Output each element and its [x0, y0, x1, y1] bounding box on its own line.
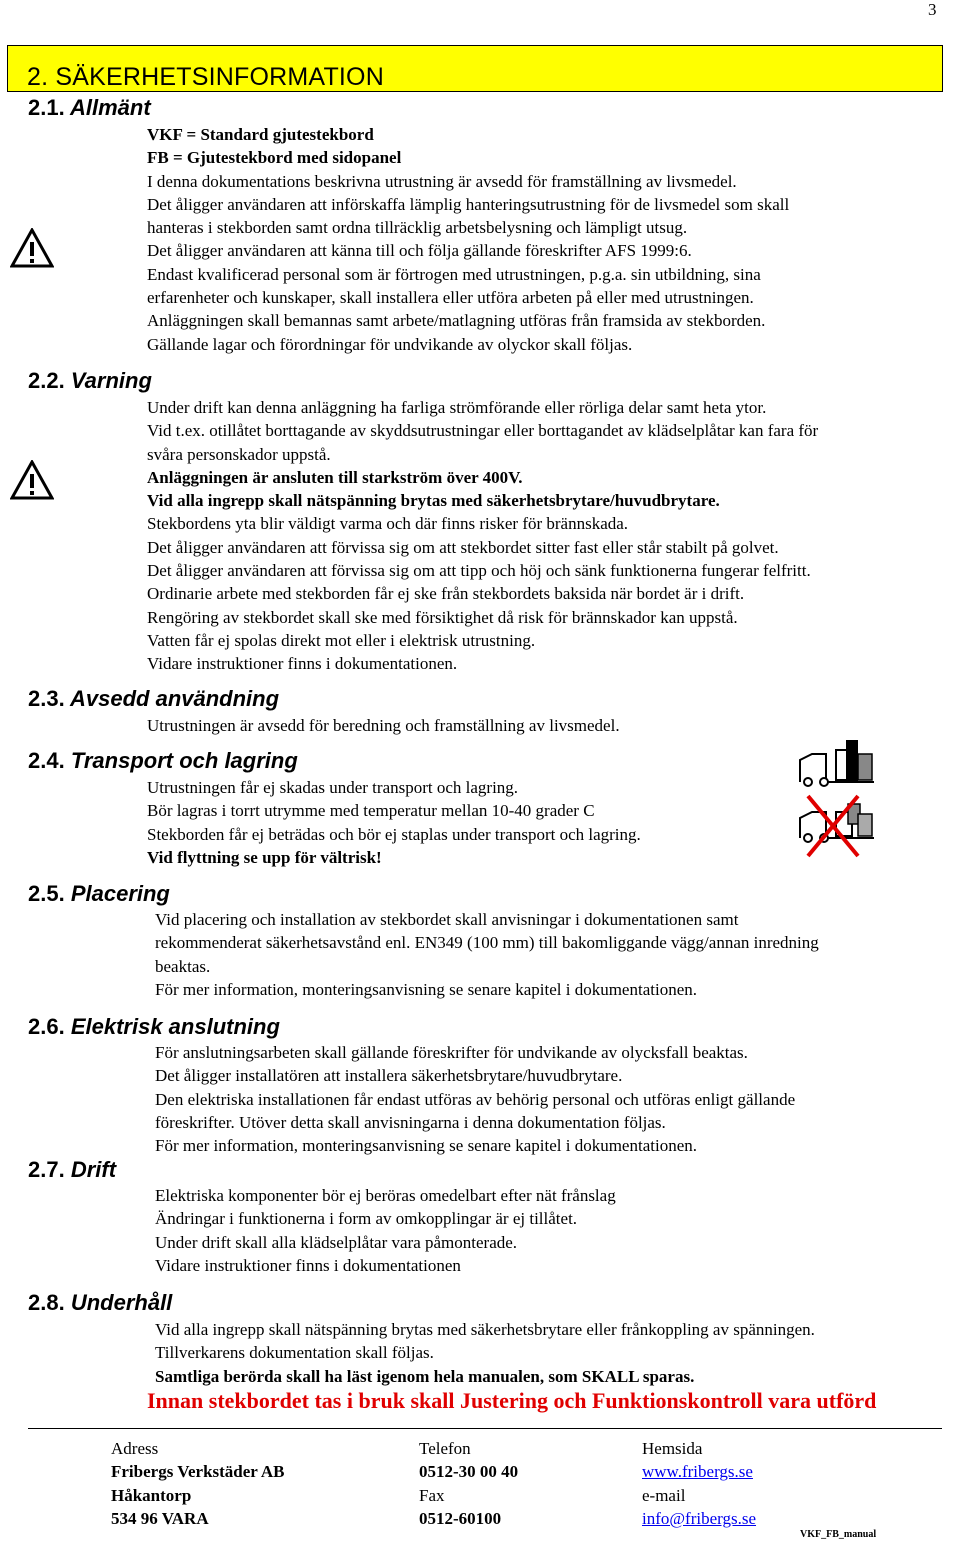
section-heading-2-2	[28, 368, 152, 394]
website-link[interactable]: www.fribergs.se	[642, 1462, 753, 1482]
text-line: Bör lagras i torrt utrymme med temperatur mellan 10-40 grader C	[147, 801, 595, 821]
section-title: Varning	[70, 368, 152, 393]
document-id: VKF_FB_manual	[800, 1529, 877, 1540]
section-title: Avsedd användning	[70, 686, 280, 711]
text-line: Rengöring av stekbordet skall ske med försiktighet då risk för brännskador kan uppstå.	[147, 607, 738, 627]
text-line: beaktas.	[155, 956, 211, 976]
red-notice: Innan stekbordet tas i bruk skall Justering och Funktionskontroll vara utförd	[147, 1388, 877, 1413]
section-number: 2.3.	[28, 686, 65, 711]
page-title: 2. SÄKERHETSINFORMATION	[27, 63, 384, 91]
text-line: Ändringar i funktionerna i form av omkopplingar är ej tillåtet.	[155, 1209, 578, 1229]
footer-address	[111, 1437, 284, 1530]
text-line: Utrustningen är avsedd för beredning och framställning av livsmedel.	[147, 716, 620, 735]
text-line: Endast kvalificerad personal som är förtrogen med utrustningen, p.g.a. sin utbildning, sina	[147, 264, 761, 284]
section-body-2-4	[147, 776, 641, 869]
company-name: Fribergs Verkstäder AB	[111, 1462, 285, 1482]
text-line: I denna dokumentations beskrivna utrustning är avsedd för framställning av livsmedel.	[147, 171, 737, 191]
email-link[interactable]: info@fribergs.se	[642, 1508, 757, 1528]
text-line: Det åligger användaren att känna till och följa gällande föreskrifter AFS 1999:6.	[147, 241, 692, 261]
text-line: Gällande lagar och förordningar för undvikande av olyckor skall följas.	[147, 334, 633, 354]
text-line: Anläggningen är ansluten till starkström över 400V.	[147, 467, 523, 487]
footer-phone	[419, 1437, 518, 1530]
text-line: Vidare instruktioner finns i dokumentationen	[155, 1255, 461, 1275]
section-body-2-3	[147, 714, 620, 737]
section-body-2-8	[155, 1318, 815, 1388]
section-heading-2-6	[28, 1014, 280, 1040]
text-line: Vid alla ingrepp skall nätspänning brytas med säkerhetsbrytare eller frånkoppling av spänningen.	[155, 1320, 815, 1339]
footer-label: Adress	[111, 1439, 159, 1458]
section-number: 2.6.	[28, 1014, 65, 1039]
section-title: Allmänt	[70, 95, 151, 120]
section-number: 2.8.	[28, 1290, 65, 1315]
text-line: För anslutningsarbeten skall gällande föreskrifter för undvikande av olycksfall beaktas.	[155, 1043, 748, 1062]
text-line: Det åligger användaren att införskaffa lämplig hanteringsutrustning för de livsmedel som skall	[147, 194, 790, 214]
section-heading-2-5	[28, 881, 170, 907]
fax-number: 0512-60100	[419, 1508, 502, 1528]
section-body-2-6	[155, 1041, 795, 1157]
section-heading-2-7	[28, 1157, 116, 1183]
section-number: 2.5.	[28, 881, 65, 906]
text-line: Den elektriska installationen får endast utföras av behörig personal och utföras enligt gällande	[155, 1089, 796, 1109]
page-number: 3	[928, 0, 937, 19]
pallet-truck-icon	[796, 738, 876, 788]
no-stacking-icon	[796, 794, 876, 858]
text-line: Stekbordens yta blir väldigt varma och där finns risker för brännskada.	[147, 514, 629, 534]
section-body-2-1	[147, 123, 789, 356]
warning-triangle-icon	[10, 460, 54, 500]
footer-label: e-mail	[642, 1485, 686, 1505]
text-line: Tillverkarens dokumentation skall följas.	[155, 1343, 434, 1363]
section-title: Drift	[70, 1157, 117, 1182]
section-number: 2.1.	[28, 95, 65, 120]
section-title: Underhåll	[70, 1290, 173, 1315]
text-line: rekommenderat säkerhetsavstånd enl. EN349 (100 mm) till bakomliggande vägg/annan inredning	[155, 933, 819, 953]
text-line: Anläggningen skall bemannas samt arbete/matlagning utföras från framsida av stekborden.	[147, 311, 766, 331]
section-title: Transport och lagring	[70, 748, 298, 773]
text-line: erfarenheter och kunskaper, skall installera eller utföra arbeten på eller med utrustningen.	[147, 288, 754, 308]
text-line: Stekborden får ej beträdas och bör ej staplas under transport och lagring.	[147, 824, 641, 844]
text-line: Vid alla ingrepp skall nätspänning brytas med säkerhetsbrytare/huvudbrytare.	[147, 491, 720, 511]
footer-label: Telefon	[419, 1439, 471, 1458]
text-line: Vid t.ex. otillåtet borttagande av skyddsutrustningar eller borttagandet av klädselplåtar kan fara för	[147, 421, 819, 441]
text-line: svåra personskador uppstå.	[147, 444, 331, 464]
text-line: För mer information, monteringsanvisning se senare kapitel i dokumentationen.	[155, 1136, 697, 1156]
section-number: 2.7.	[28, 1157, 65, 1182]
text-line: hanteras i stekborden samt ordna tillräcklig arbetsbelysning och lämpligt utsug.	[147, 218, 688, 238]
footer-label: Fax	[419, 1485, 445, 1505]
phone-number: 0512-30 00 40	[419, 1462, 519, 1482]
text-line: VKF = Standard gjutestekbord	[147, 125, 374, 144]
text-line: Det åligger användaren att förvissa sig om att tipp och höj och sänk funktionerna fungerar felfritt.	[147, 561, 811, 581]
postal-line: 534 96 VARA	[111, 1508, 209, 1528]
text-line: Vid flyttning se upp för vältrisk!	[147, 847, 382, 867]
section-body-2-2	[147, 396, 818, 676]
text-line: Ordinarie arbete med stekborden får ej ske från stekbordets baksida när bordet är i drift.	[147, 584, 745, 604]
section-number: 2.2.	[28, 368, 65, 393]
text-line: föreskrifter. Utöver detta skall anvisningarna i denna dokumentation följas.	[155, 1112, 666, 1132]
warning-triangle-icon	[10, 228, 54, 268]
section-heading-2-3	[28, 686, 279, 712]
section-title: Placering	[70, 881, 170, 906]
section-body-2-5	[155, 908, 819, 1001]
text-line: Vid placering och installation av stekbordet skall anvisningar i dokumentationen samt	[155, 910, 739, 929]
address-line: Håkantorp	[111, 1485, 192, 1505]
text-line: Samtliga berörda skall ha läst igenom hela manualen, som SKALL sparas.	[155, 1366, 695, 1386]
text-line: Under drift skall alla klädselplåtar vara påmonterade.	[155, 1232, 518, 1252]
section-heading-2-8	[28, 1290, 172, 1316]
text-line: För mer information, monteringsanvisning se senare kapitel i dokumentationen.	[155, 979, 697, 999]
section-heading-2-1	[28, 95, 151, 121]
section-title: Elektrisk anslutning	[70, 1014, 280, 1039]
section-number: 2.4.	[28, 748, 65, 773]
text-line: Det åligger installatören att installera säkerhetsbrytare/huvudbrytare.	[155, 1066, 623, 1086]
text-line: Vidare instruktioner finns i dokumentationen.	[147, 654, 458, 674]
text-line: Utrustningen får ej skadas under transport och lagring.	[147, 778, 519, 797]
section-body-2-7	[155, 1184, 616, 1277]
section-heading-2-4	[28, 748, 298, 774]
text-line: Vatten får ej spolas direkt mot eller i elektrisk utrustning.	[147, 630, 536, 650]
text-line: Elektriska komponenter bör ej beröras omedelbart efter nät frånslag	[155, 1186, 616, 1205]
text-line: Det åligger användaren att förvissa sig om att stekbordet sitter fast eller står stabilt på golvet.	[147, 537, 779, 557]
text-line: FB = Gjutestekbord med sidopanel	[147, 148, 402, 168]
text-line: Under drift kan denna anläggning ha farliga strömförande eller rörliga delar samt heta ytor.	[147, 398, 767, 417]
footer-divider	[28, 1428, 942, 1429]
footer-label: Hemsida	[642, 1439, 703, 1458]
footer-web	[642, 1437, 756, 1530]
